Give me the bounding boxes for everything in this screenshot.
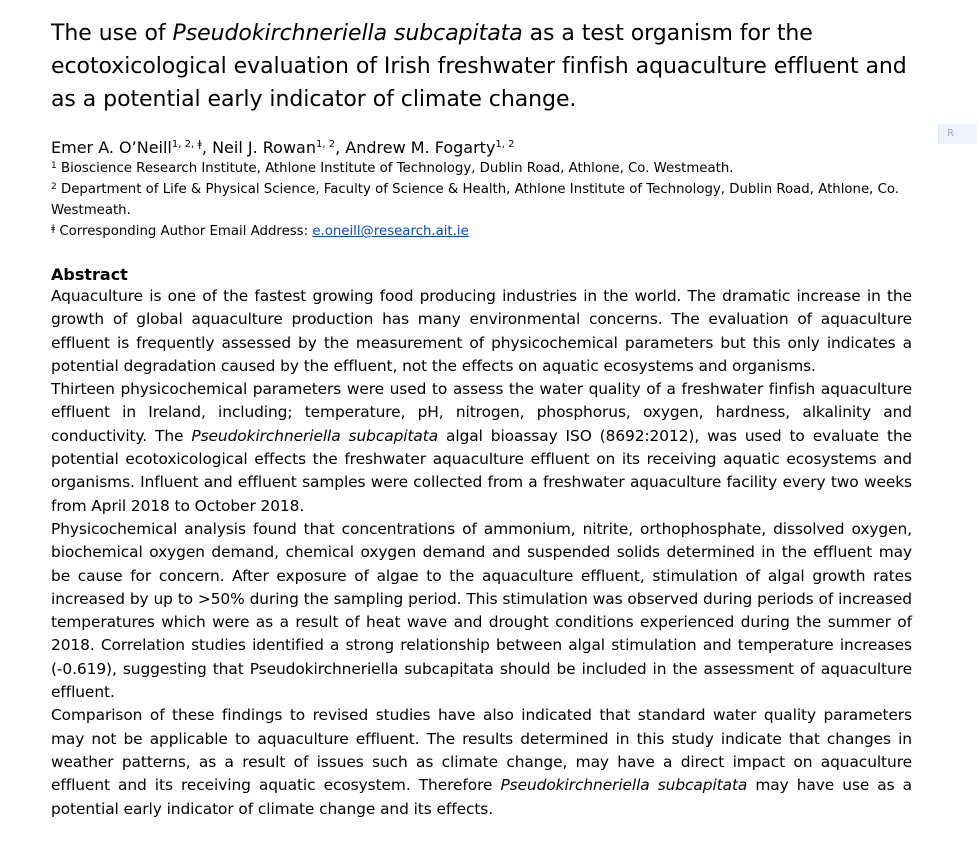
author-affil-marks: 1, 2	[315, 139, 336, 150]
author-name: Neil J. Rowan	[212, 138, 316, 157]
species-italic: Pseudokirchneriella subcapitata	[500, 776, 748, 795]
author-name: Emer A. O’Neill	[51, 138, 172, 157]
side-tab: R	[938, 124, 977, 144]
author-name: Andrew M. Fogarty	[345, 138, 496, 157]
species-italic: Pseudokirchneriella subcapitata	[191, 426, 439, 445]
abstract-paragraph-3: Physicochemical analysis found that concentrations of ammonium, nitrite, orthophosphate, dissolved oxygen, biochemical oxygen demand, chemical oxygen demand and suspended solids determined in the effluent may be cause for concern. After exposure of algae to the aquaculture effluent, stimulation of algal growth rates increased by up to >50% during the sampling period. This stimulation was observed during periods of increased temperatures which were as a result of heat wave and drought conditions experienced during the summer of 2018. Correlation studies identified a strong relationship between algal stimulation and temperature increases (-0.619), suggesting that Pseudokirchneriella subcapitata should be included in the assessment of aquaculture effluent.	[51, 519, 912, 702]
paper-title: The use of Pseudokirchneriella subcapitata as a test organism for the ecotoxicological evaluation of Irish freshwater finfish aquaculture effluent and as a potential early indicator of climate change.	[51, 21, 907, 112]
title-species-italic: Pseudokirchneriella subcapitata	[172, 21, 523, 46]
affiliation-1: $^1$ Bioscience Research Institute, Athlone Institute of Technology, Dublin Road, Athlone, Co. Westmeath.	[51, 161, 734, 176]
abstract-paragraph-1: Aquaculture is one of the fastest growing food producing industries in the world. The dramatic increase in the growth of global aquaculture production has many environmental concerns. The evaluation of aquaculture effluent is frequently assessed by the measurement of physicochemical parameters but this only indicates a potential degradation caused by the effluent, not the effects on aquatic ecosystems and organisms.	[51, 287, 912, 375]
author-affil-marks: 1, 2, ǂ	[171, 139, 202, 150]
paper-page	[51, 17, 912, 821]
abstract-heading: Abstract	[51, 265, 128, 284]
abstract-paragraph-4: Comparison of these findings to revised studies have also indicated that standard water quality parameters may not be applicable to aquaculture effluent. The results determined in this study indicate that changes in weather patterns, as a result of issues such as climate change, may have a direct impact on aquaculture effluent and its receiving aquatic ecosystem. Therefore Pseudokirchneriella subcapitata may have use as a potential early indicator of climate change and its effects.	[51, 706, 912, 818]
affiliation-2: $^2$ Department of Life & Physical Science, Faculty of Science & Health, Athlone Institute of Technology, Dublin Road, Athlone, Co. Westmeath.	[51, 182, 900, 218]
author-affil-marks: 1, 2	[495, 139, 515, 150]
corresponding-author: $^ǂ$ Corresponding Author Email Address: e.oneill@research.ait.ie	[51, 224, 469, 239]
email-link[interactable]: e.oneill@research.ait.ie	[312, 224, 469, 239]
abstract-paragraph-2: Thirteen physicochemical parameters were used to assess the water quality of a freshwater finfish aquaculture effluent in Ireland, including; temperature, pH, nitrogen, phosphorus, oxygen, hardness, alkalinity and conductivity. The Pseudokirchneriella subcapitata algal bioassay ISO (8692:2012), was used to evaluate the potential ecotoxicological effects the freshwater aquaculture effluent on its receiving aquatic ecosystems and organisms. Influent and effluent samples were collected from a freshwater aquaculture facility every two weeks from April 2018 to October 2018.	[51, 380, 913, 515]
author-list: Emer A. O’Neill$^{1, 2, ǂ}$, Neil J. Rowan$^{1, 2}$, Andrew M. Fogarty$^{1, 2}$	[51, 138, 515, 157]
